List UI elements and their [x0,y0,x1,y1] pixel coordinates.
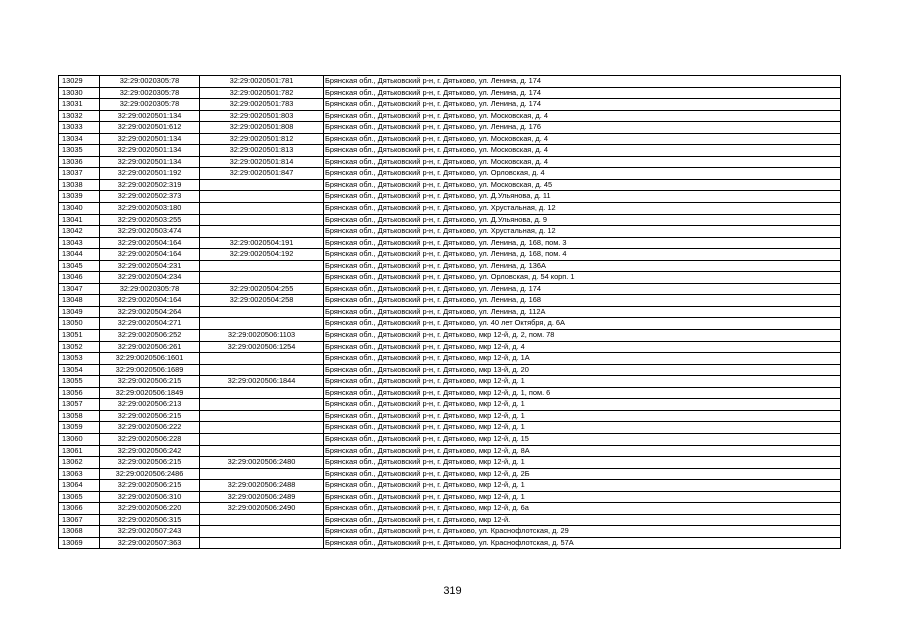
page-number: 319 [443,585,462,597]
object-cadastral-number-cell [200,260,324,272]
parcel-cadastral-number-cell: 32:29:0020506:315 [100,514,200,526]
table-row [59,399,841,411]
table-row [59,203,841,215]
row-number-cell: 13041 [59,214,100,226]
table-row [59,514,841,526]
object-cadastral-number-cell: 32:29:0020506:2490 [200,503,324,515]
object-cadastral-number-cell [200,272,324,284]
object-cadastral-number-cell [200,399,324,411]
parcel-cadastral-number-cell: 32:29:0020506:215 [100,457,200,469]
table-row [59,318,841,330]
table-row [59,145,841,157]
parcel-cadastral-number-cell: 32:29:0020506:261 [100,341,200,353]
table-row [59,76,841,88]
address-cell: Брянская обл., Дятьковский р-н, г. Дятьково, ул. Д.Ульянова, д. 9 [324,214,841,226]
object-cadastral-number-cell: 32:29:0020501:812 [200,133,324,145]
object-cadastral-number-cell: 32:29:0020501:813 [200,145,324,157]
table-row [59,295,841,307]
address-cell: Брянская обл., Дятьковский р-н, г. Дятьково, мкр 12-й, д. 15 [324,433,841,445]
parcel-cadastral-number-cell: 32:29:0020507:363 [100,537,200,549]
parcel-cadastral-number-cell: 32:29:0020502:319 [100,179,200,191]
row-number-cell: 13043 [59,237,100,249]
address-cell: Брянская обл., Дятьковский р-н, г. Дятьково, ул. Ленина, д. 168, пом. 3 [324,237,841,249]
table-row [59,480,841,492]
parcel-cadastral-number-cell: 32:29:0020504:231 [100,260,200,272]
address-cell: Брянская обл., Дятьковский р-н, г. Дятьково, мкр 12-й, д. 2, пом. 78 [324,330,841,342]
parcel-cadastral-number-cell: 32:29:0020503:474 [100,226,200,238]
table-row [59,306,841,318]
parcel-cadastral-number-cell: 32:29:0020501:134 [100,133,200,145]
table-row [59,214,841,226]
row-number-cell: 13062 [59,457,100,469]
object-cadastral-number-cell [200,191,324,203]
row-number-cell: 13030 [59,87,100,99]
parcel-cadastral-number-cell: 32:29:0020504:234 [100,272,200,284]
table-row [59,122,841,134]
parcel-cadastral-number-cell: 32:29:0020501:134 [100,145,200,157]
object-cadastral-number-cell: 32:29:0020504:255 [200,283,324,295]
row-number-cell: 13058 [59,410,100,422]
address-cell: Брянская обл., Дятьковский р-н, г. Дятьково, ул. Ленина, д. 136А [324,260,841,272]
row-number-cell: 13049 [59,306,100,318]
row-number-cell: 13056 [59,387,100,399]
address-cell: Брянская обл., Дятьковский р-н, г. Дятьково, мкр 12-й, д. 1 [324,457,841,469]
parcel-cadastral-number-cell: 32:29:0020501:134 [100,110,200,122]
table-row [59,260,841,272]
address-cell: Брянская обл., Дятьковский р-н, г. Дятьково, ул. Московская, д. 4 [324,110,841,122]
table-row [59,133,841,145]
object-cadastral-number-cell [200,526,324,538]
row-number-cell: 13053 [59,353,100,365]
object-cadastral-number-cell: 32:29:0020501:782 [200,87,324,99]
object-cadastral-number-cell [200,422,324,434]
address-cell: Брянская обл., Дятьковский р-н, г. Дятьково, ул. Московская, д. 4 [324,133,841,145]
table-row [59,237,841,249]
parcel-cadastral-number-cell: 32:29:0020506:2486 [100,468,200,480]
object-cadastral-number-cell: 32:29:0020506:1254 [200,341,324,353]
object-cadastral-number-cell [200,468,324,480]
object-cadastral-number-cell: 32:29:0020504:191 [200,237,324,249]
address-cell: Брянская обл., Дятьковский р-н, г. Дятьково, ул. Хрустальная, д. 12 [324,226,841,238]
parcel-cadastral-number-cell: 32:29:0020504:271 [100,318,200,330]
address-cell: Брянская обл., Дятьковский р-н, г. Дятьково, ул. Орловская, д. 54 корп. 1 [324,272,841,284]
parcel-cadastral-number-cell: 32:29:0020504:164 [100,249,200,261]
table-row [59,422,841,434]
address-cell: Брянская обл., Дятьковский р-н, г. Дятьково, ул. Ленина, д. 174 [324,99,841,111]
parcel-cadastral-number-cell: 32:29:0020305:78 [100,76,200,88]
address-cell: Брянская обл., Дятьковский р-н, г. Дятьково, мкр 12-й, д. 8А [324,445,841,457]
object-cadastral-number-cell: 32:29:0020501:847 [200,168,324,180]
object-cadastral-number-cell [200,353,324,365]
table-row [59,341,841,353]
parcel-cadastral-number-cell: 32:29:0020506:1689 [100,364,200,376]
table-row [59,376,841,388]
parcel-cadastral-number-cell: 32:29:0020305:78 [100,99,200,111]
parcel-cadastral-number-cell: 32:29:0020506:242 [100,445,200,457]
object-cadastral-number-cell [200,306,324,318]
address-cell: Брянская обл., Дятьковский р-н, г. Дятьково, ул. 40 лет Октября, д. 6А [324,318,841,330]
object-cadastral-number-cell [200,514,324,526]
parcel-cadastral-number-cell: 32:29:0020506:310 [100,491,200,503]
parcel-cadastral-number-cell: 32:29:0020504:264 [100,306,200,318]
row-number-cell: 13035 [59,145,100,157]
address-cell: Брянская обл., Дятьковский р-н, г. Дятьково, мкр 12-й, д. 1А [324,353,841,365]
row-number-cell: 13029 [59,76,100,88]
row-number-cell: 13048 [59,295,100,307]
address-cell: Брянская обл., Дятьковский р-н, г. Дятьково, мкр 12-й, д. 2Б [324,468,841,480]
address-cell: Брянская обл., Дятьковский р-н, г. Дятьково, мкр 12-й, д. 1 [324,399,841,411]
parcel-cadastral-number-cell: 32:29:0020506:1601 [100,353,200,365]
parcel-cadastral-number-cell: 32:29:0020506:220 [100,503,200,515]
row-number-cell: 13068 [59,526,100,538]
parcel-cadastral-number-cell: 32:29:0020503:255 [100,214,200,226]
parcel-cadastral-number-cell: 32:29:0020305:78 [100,283,200,295]
object-cadastral-number-cell: 32:29:0020501:783 [200,99,324,111]
parcel-cadastral-number-cell: 32:29:0020506:228 [100,433,200,445]
object-cadastral-number-cell: 32:29:0020506:1103 [200,330,324,342]
parcel-cadastral-number-cell: 32:29:0020504:164 [100,237,200,249]
object-cadastral-number-cell [200,226,324,238]
parcel-cadastral-number-cell: 32:29:0020507:243 [100,526,200,538]
object-cadastral-number-cell: 32:29:0020506:2488 [200,480,324,492]
address-cell: Брянская обл., Дятьковский р-н, г. Дятьково, ул. Ленина, д. 174 [324,76,841,88]
object-cadastral-number-cell [200,364,324,376]
row-number-cell: 13060 [59,433,100,445]
address-cell: Брянская обл., Дятьковский р-н, г. Дятьково, ул. Хрустальная, д. 12 [324,203,841,215]
row-number-cell: 13055 [59,376,100,388]
table-row [59,191,841,203]
row-number-cell: 13037 [59,168,100,180]
address-cell: Брянская обл., Дятьковский р-н, г. Дятьково, мкр 12-й, д. 1 [324,480,841,492]
row-number-cell: 13069 [59,537,100,549]
row-number-cell: 13033 [59,122,100,134]
object-cadastral-number-cell [200,433,324,445]
table-row [59,179,841,191]
row-number-cell: 13046 [59,272,100,284]
parcel-cadastral-number-cell: 32:29:0020501:192 [100,168,200,180]
address-cell: Брянская обл., Дятьковский р-н, г. Дятьково, ул. Московская, д. 4 [324,156,841,168]
object-cadastral-number-cell [200,179,324,191]
object-cadastral-number-cell [200,537,324,549]
object-cadastral-number-cell: 32:29:0020501:781 [200,76,324,88]
row-number-cell: 13036 [59,156,100,168]
address-cell: Брянская обл., Дятьковский р-н, г. Дятьково, мкр 12-й, д. 1 [324,491,841,503]
table-row [59,491,841,503]
table-row [59,110,841,122]
row-number-cell: 13050 [59,318,100,330]
row-number-cell: 13040 [59,203,100,215]
row-number-cell: 13051 [59,330,100,342]
row-number-cell: 13034 [59,133,100,145]
parcel-cadastral-number-cell: 32:29:0020305:78 [100,87,200,99]
address-cell: Брянская обл., Дятьковский р-н, г. Дятьково, ул. Московская, д. 4 [324,145,841,157]
table-row [59,457,841,469]
row-number-cell: 13054 [59,364,100,376]
object-cadastral-number-cell [200,445,324,457]
table-row [59,410,841,422]
parcel-cadastral-number-cell: 32:29:0020506:215 [100,410,200,422]
object-cadastral-number-cell: 32:29:0020501:814 [200,156,324,168]
address-cell: Брянская обл., Дятьковский р-н, г. Дятьково, ул. Московская, д. 45 [324,179,841,191]
object-cadastral-number-cell: 32:29:0020501:803 [200,110,324,122]
address-cell: Брянская обл., Дятьковский р-н, г. Дятьково, ул. Ленина, д. 174 [324,283,841,295]
address-cell: Брянская обл., Дятьковский р-н, г. Дятьково, ул. Краснофлотская, д. 29 [324,526,841,538]
parcel-cadastral-number-cell: 32:29:0020502:373 [100,191,200,203]
table-row [59,272,841,284]
row-number-cell: 13038 [59,179,100,191]
address-cell: Брянская обл., Дятьковский р-н, г. Дятьково, ул. Ленина, д. 176 [324,122,841,134]
table-row [59,330,841,342]
address-cell: Брянская обл., Дятьковский р-н, г. Дятьково, мкр 12-й, д. 6а [324,503,841,515]
table-row [59,99,841,111]
address-cell: Брянская обл., Дятьковский р-н, г. Дятьково, ул. Ленина, д. 174 [324,87,841,99]
table-row [59,283,841,295]
parcel-cadastral-number-cell: 32:29:0020506:213 [100,399,200,411]
address-cell: Брянская обл., Дятьковский р-н, г. Дятьково, мкр 13-й, д. 20 [324,364,841,376]
table-row [59,433,841,445]
parcel-cadastral-number-cell: 32:29:0020506:215 [100,480,200,492]
table-row [59,353,841,365]
object-cadastral-number-cell: 32:29:0020506:2480 [200,457,324,469]
row-number-cell: 13063 [59,468,100,480]
row-number-cell: 13045 [59,260,100,272]
row-number-cell: 13065 [59,491,100,503]
address-cell: Брянская обл., Дятьковский р-н, г. Дятьково, мкр 12-й, д. 1 [324,410,841,422]
table-row [59,468,841,480]
row-number-cell: 13042 [59,226,100,238]
address-cell: Брянская обл., Дятьковский р-н, г. Дятьково, ул. Ленина, д. 168, пом. 4 [324,249,841,261]
row-number-cell: 13044 [59,249,100,261]
address-cell: Брянская обл., Дятьковский р-н, г. Дятьково, мкр 12-й, д. 1 [324,376,841,388]
table-row [59,503,841,515]
object-cadastral-number-cell: 32:29:0020506:2489 [200,491,324,503]
row-number-cell: 13064 [59,480,100,492]
parcel-cadastral-number-cell: 32:29:0020504:164 [100,295,200,307]
row-number-cell: 13032 [59,110,100,122]
object-cadastral-number-cell [200,387,324,399]
table-row [59,364,841,376]
object-cadastral-number-cell: 32:29:0020506:1844 [200,376,324,388]
address-cell: Брянская обл., Дятьковский р-н, г. Дятьково, ул. Ленина, д. 112А [324,306,841,318]
table-row [59,226,841,238]
parcel-cadastral-number-cell: 32:29:0020506:252 [100,330,200,342]
address-cell: Брянская обл., Дятьковский р-н, г. Дятьково, мкр 12-й, д. 1, пом. 6 [324,387,841,399]
row-number-cell: 13067 [59,514,100,526]
parcel-cadastral-number-cell: 32:29:0020506:1849 [100,387,200,399]
row-number-cell: 13061 [59,445,100,457]
address-cell: Брянская обл., Дятьковский р-н, г. Дятьково, ул. Ленина, д. 168 [324,295,841,307]
row-number-cell: 13052 [59,341,100,353]
parcel-cadastral-number-cell: 32:29:0020501:134 [100,156,200,168]
table-row [59,156,841,168]
object-cadastral-number-cell: 32:29:0020504:258 [200,295,324,307]
object-cadastral-number-cell [200,318,324,330]
address-cell: Брянская обл., Дятьковский р-н, г. Дятьково, ул. Д.Ульянова, д. 11 [324,191,841,203]
object-cadastral-number-cell: 32:29:0020501:808 [200,122,324,134]
object-cadastral-number-cell [200,410,324,422]
registry-table-body [59,76,841,549]
table-row [59,387,841,399]
table-row [59,168,841,180]
parcel-cadastral-number-cell: 32:29:0020506:222 [100,422,200,434]
object-cadastral-number-cell: 32:29:0020504:192 [200,249,324,261]
table-row [59,87,841,99]
registry-table [58,75,841,549]
address-cell: Брянская обл., Дятьковский р-н, г. Дятьково, мкр 12-й, д. 4 [324,341,841,353]
table-row [59,537,841,549]
address-cell: Брянская обл., Дятьковский р-н, г. Дятьково, мкр 12-й, д. 1 [324,422,841,434]
row-number-cell: 13066 [59,503,100,515]
object-cadastral-number-cell [200,214,324,226]
address-cell: Брянская обл., Дятьковский р-н, г. Дятьково, мкр 12-й. [324,514,841,526]
row-number-cell: 13039 [59,191,100,203]
row-number-cell: 13059 [59,422,100,434]
row-number-cell: 13031 [59,99,100,111]
parcel-cadastral-number-cell: 32:29:0020503:180 [100,203,200,215]
address-cell: Брянская обл., Дятьковский р-н, г. Дятьково, ул. Орловская, д. 4 [324,168,841,180]
table-row [59,526,841,538]
address-cell: Брянская обл., Дятьковский р-н, г. Дятьково, ул. Краснофлотская, д. 57А [324,537,841,549]
table-row [59,445,841,457]
object-cadastral-number-cell [200,203,324,215]
row-number-cell: 13057 [59,399,100,411]
row-number-cell: 13047 [59,283,100,295]
parcel-cadastral-number-cell: 32:29:0020506:215 [100,376,200,388]
table-row [59,249,841,261]
parcel-cadastral-number-cell: 32:29:0020501:612 [100,122,200,134]
